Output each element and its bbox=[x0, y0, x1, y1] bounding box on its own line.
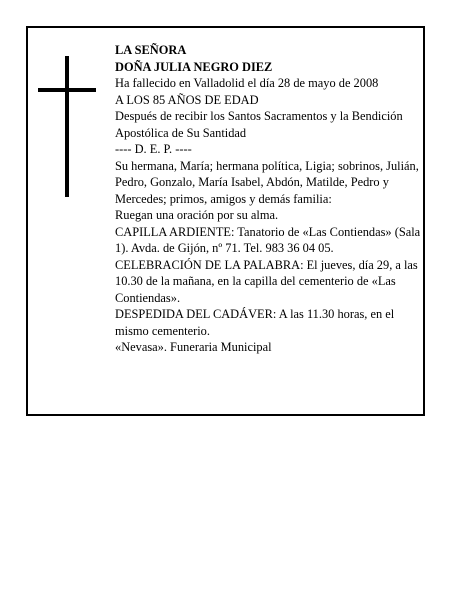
obituary-notice bbox=[26, 26, 425, 416]
notice-title: LA SEÑORA bbox=[115, 43, 187, 57]
funeral-home: «Nevasa». Funeraria Municipal bbox=[115, 340, 272, 354]
prayer-request: Ruegan una oración por su alma. bbox=[115, 208, 279, 222]
family-list: Su hermana, María; hermana política, Ligia; sobrinos, Julián, Pedro, Gonzalo, María Isabel, Abdón, Matilde, Pedro y Mercedes; primos, amigos y demás familia: bbox=[115, 158, 419, 206]
chapel-info: CAPILLA ARDIENTE: Tanatorio de «Las Contiendas» (Sala 1). Avda. de Gijón, nº 71. Tel. 983 36 04 05. bbox=[115, 224, 421, 255]
notice-text bbox=[115, 42, 423, 356]
sacraments-statement: Después de recibir los Santos Sacramentos y la Bendición Apostólica de Su Santidad bbox=[115, 109, 403, 140]
cross-vertical-bar bbox=[65, 56, 69, 197]
farewell-info: DESPEDIDA DEL CADÁVER: A las 11.30 horas, en el mismo cementerio. bbox=[115, 307, 395, 338]
age-statement: A LOS 85 AÑOS DE EDAD bbox=[115, 92, 259, 107]
death-statement: Ha fallecido en Valladolid el día 28 de mayo de 2008 bbox=[115, 76, 379, 90]
deceased-name: DOÑA JULIA NEGRO DIEZ bbox=[115, 59, 273, 74]
rip-line: ---- D. E. P. ---- bbox=[115, 142, 192, 156]
cross-horizontal-bar bbox=[38, 88, 96, 92]
celebration-info: CELEBRACIÓN DE LA PALABRA: El jueves, día 29, a las 10.30 de la mañana, en la capilla del cementerio de «Las Contiendas». bbox=[115, 257, 418, 305]
cross-icon bbox=[38, 56, 96, 197]
